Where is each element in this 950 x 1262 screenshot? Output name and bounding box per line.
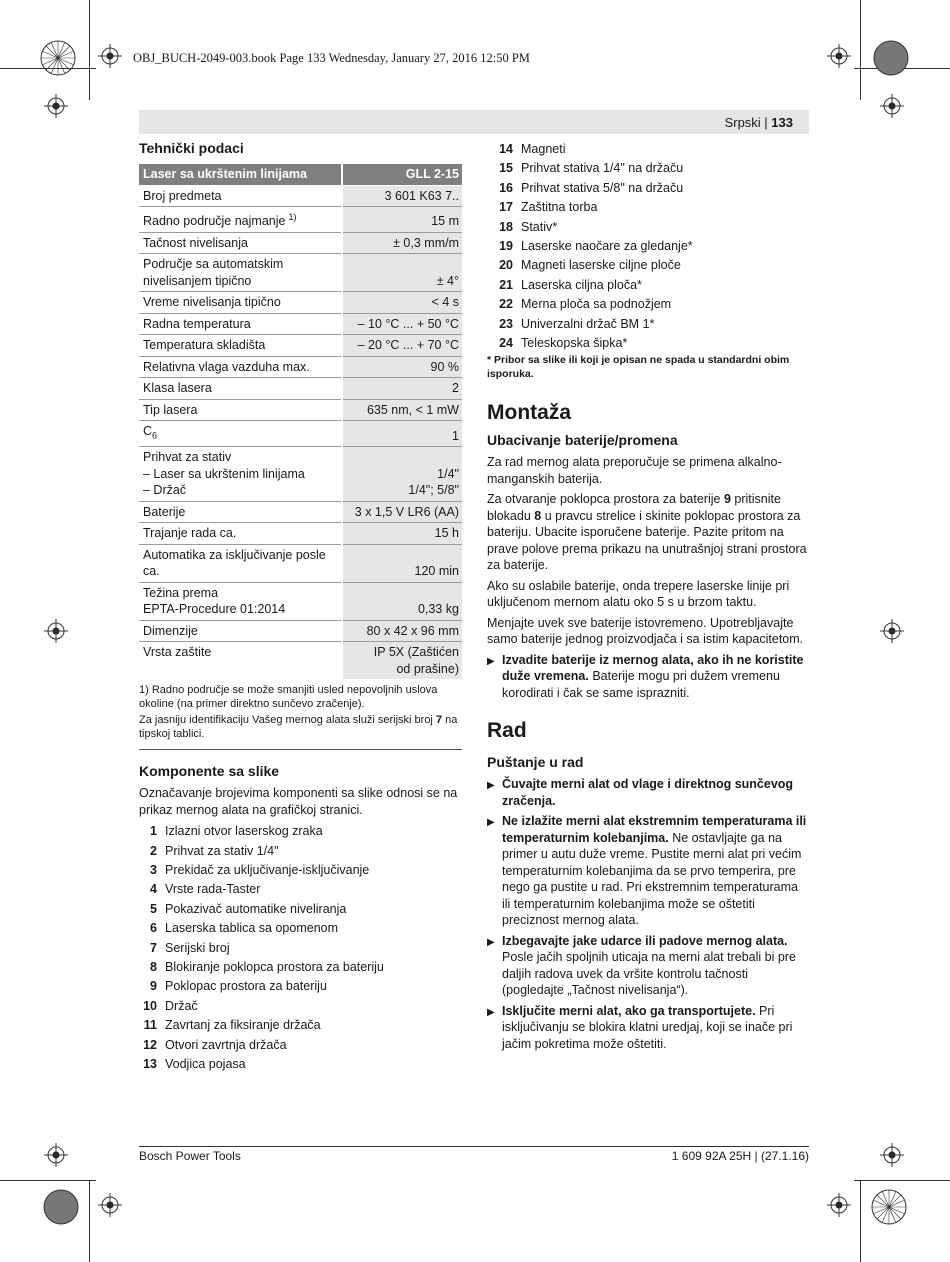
footer-left: Bosch Power Tools xyxy=(139,1149,241,1163)
bullet-text xyxy=(502,776,809,809)
battery-bullet xyxy=(487,652,809,702)
component-number: 20 xyxy=(499,258,513,273)
footer-rule xyxy=(139,1146,809,1147)
component-item xyxy=(487,295,809,314)
spec-value: 90 % xyxy=(342,356,462,378)
spec-row xyxy=(139,447,462,502)
component-label: Laserska tablica sa opomenom xyxy=(165,921,339,936)
component-item xyxy=(139,919,462,938)
page-header xyxy=(725,115,793,130)
spec-label-text: Klasa lasera xyxy=(143,381,212,396)
component-number: 24 xyxy=(499,336,513,351)
spec-label xyxy=(139,523,342,545)
spec-label-text: Tačnost nivelisanja xyxy=(143,235,248,250)
footnote-2 xyxy=(139,713,462,741)
spec-value: ± 4° xyxy=(342,254,462,292)
crop-mark xyxy=(860,1180,861,1262)
registration-dot-icon xyxy=(41,1187,81,1227)
spec-row xyxy=(139,356,462,378)
component-label: Merna ploča sa podnožjem xyxy=(521,297,672,312)
spec-value: IP 5X (Zaštićen od prašine) xyxy=(342,642,462,680)
bullet-bold: Čuvajte merni alat od vlage i direktnog sunčevog zračenja. xyxy=(502,777,794,808)
component-number: 13 xyxy=(143,1057,157,1072)
component-label: Poklopac prostora za bateriju xyxy=(165,979,327,994)
print-slug: OBJ_BUCH-2049-003.book Page 133 Wednesday, January 27, 2016 12:50 PM xyxy=(133,51,530,65)
component-label: Magneti laserske ciljne ploče xyxy=(521,258,681,273)
bullet-bold: Isključite merni alat, ako ga transportujete. xyxy=(502,1003,756,1018)
bullet-text xyxy=(502,933,809,999)
spec-label xyxy=(139,642,342,680)
component-number: 11 xyxy=(143,1018,157,1033)
component-number: 19 xyxy=(499,239,513,254)
component-label: Zavrtanj za fiksiranje držača xyxy=(165,1018,321,1033)
component-number: 14 xyxy=(499,142,513,156)
spec-label-text: Temperatura skladišta xyxy=(143,338,266,353)
component-label: Vodjica pojasa xyxy=(165,1057,246,1072)
divider xyxy=(139,749,462,750)
component-number: 9 xyxy=(150,979,157,994)
spec-label-text: Radno područje najmanje xyxy=(143,214,286,229)
component-label: Stativ* xyxy=(521,219,558,234)
crop-mark xyxy=(89,0,90,100)
registration-target-icon xyxy=(38,38,78,78)
component-number: 2 xyxy=(150,843,157,858)
crop-mark xyxy=(89,1180,90,1262)
component-number: 6 xyxy=(150,921,157,936)
components-title: Komponente sa slike xyxy=(139,763,280,780)
spec-row xyxy=(139,620,462,642)
rad-title: Rad xyxy=(487,719,527,743)
spec-label-text: Vreme nivelisanja tipično xyxy=(143,295,281,310)
bullet-body: Posle jačih spoljnih uticaja na merni alat trebali bi pre daljih radova uvek da vršite kontrolu tačnosti (pogledajte „Tačnost nivelisanja“). xyxy=(502,950,796,998)
rad-bullet-4 xyxy=(487,1003,809,1053)
spec-value: 80 x 42 x 96 mm xyxy=(342,620,462,642)
crop-mark xyxy=(0,1180,96,1181)
bullet-arrow-icon: ▶ xyxy=(487,936,495,948)
spec-row xyxy=(139,313,462,335)
crosshair-icon xyxy=(827,1193,851,1217)
battery-para-4: Menjajte uvek sve baterije istovremeno. Upotrebljavajte samo baterije jednog proizvodjača i sa istim kapacitetom. xyxy=(487,615,804,647)
component-number: 10 xyxy=(143,998,157,1013)
spec-row xyxy=(139,292,462,314)
component-label: Teleskopska šipka* xyxy=(521,336,628,351)
spec-label xyxy=(139,292,342,314)
header-separator: | xyxy=(760,115,772,130)
spec-label xyxy=(139,620,342,642)
spec-label xyxy=(139,335,342,357)
crosshair-icon xyxy=(880,619,904,643)
component-number: 15 xyxy=(499,161,513,176)
component-item xyxy=(139,880,462,899)
component-item xyxy=(487,276,809,295)
spec-value: ± 0,3 mm/m xyxy=(342,232,462,254)
battery-subtitle: Ubacivanje baterije/promena xyxy=(487,432,678,449)
crosshair-icon xyxy=(44,619,68,643)
spec-value: 2 xyxy=(342,378,462,400)
battery-para-1: Za rad mernog alata preporučuje se primena alkalno-manganskih baterija. xyxy=(487,455,782,486)
spec-label xyxy=(139,544,342,582)
ref-8: 8 xyxy=(534,508,542,523)
component-label: Laserska ciljna ploča* xyxy=(521,277,642,292)
spec-value: 15 m xyxy=(342,207,462,233)
component-number: 5 xyxy=(150,901,157,916)
spec-row xyxy=(139,523,462,545)
component-number: 21 xyxy=(499,277,513,292)
crosshair-icon xyxy=(44,1143,68,1167)
crosshair-icon xyxy=(880,1143,904,1167)
component-label: Univerzalni držač BM 1* xyxy=(521,316,655,331)
component-number: 16 xyxy=(499,180,513,195)
spec-value: 15 h xyxy=(342,523,462,545)
spec-label xyxy=(139,501,342,523)
spec-value: 1/4" 1/4"; 5/8" xyxy=(342,447,462,502)
right-column xyxy=(487,140,809,1056)
spec-value: 120 min xyxy=(342,544,462,582)
component-number: 18 xyxy=(499,219,513,234)
spec-row xyxy=(139,421,462,447)
header-bar xyxy=(139,110,809,134)
component-item xyxy=(487,237,809,256)
component-item xyxy=(487,334,809,353)
page-number: 133 xyxy=(771,115,793,130)
component-item xyxy=(487,198,809,217)
bullet-arrow-icon: ▶ xyxy=(487,817,495,829)
component-item xyxy=(487,140,809,159)
bullet-body: Ne ostavljajte ga na primer u autu duže vreme. Pustite merni alat pri većim temperaturnim kolebanjima da se prvo temperira, pre nego ga pustite u rad. Pri ekstremnim temperaturama ili temperaturnim kolebanjima može se oštetiti preciznost mernog alata. xyxy=(502,830,802,928)
spec-label xyxy=(139,232,342,254)
tech-data-title: Tehnički podaci xyxy=(139,140,244,156)
crosshair-icon xyxy=(44,94,68,118)
component-number: 3 xyxy=(150,862,157,877)
footnote-ref: 1) xyxy=(288,212,297,222)
startup-subtitle: Puštanje u rad xyxy=(487,754,584,771)
spec-label xyxy=(139,378,342,400)
header-language: Srpski xyxy=(724,115,761,130)
spec-row xyxy=(139,207,462,233)
bullet-text xyxy=(502,813,809,929)
components-intro: Označavanje brojevima komponenti sa slike odnosi se na prikaz mernog alata na grafičkoj stranici. xyxy=(139,786,458,817)
battery-para-2 xyxy=(487,491,809,574)
component-item xyxy=(487,315,809,334)
left-column xyxy=(139,140,462,1074)
component-label: Laserske naočare za gledanje* xyxy=(521,239,693,254)
component-item xyxy=(139,900,462,919)
spec-value: – 10 °C ... + 50 °C xyxy=(342,313,462,335)
crosshair-icon xyxy=(98,44,122,68)
spec-label xyxy=(139,185,342,207)
footnote-1: 1) Radno područje se može smanjiti usled nepovoljnih uslova okoline (na primer direktno sunčevo zračenje). xyxy=(139,684,438,711)
spec-row xyxy=(139,378,462,400)
component-item xyxy=(487,218,809,237)
battery-para-3: Ako su oslabile baterije, onda trepere laserske linije pri uključenom mernom alatu oko 5 s u brzom taktu. xyxy=(487,578,790,610)
spec-row xyxy=(139,399,462,421)
component-label: Serijski broj xyxy=(165,940,230,955)
footnote-2-text: Za jasniju identifikaciju Vašeg mernog alata služi serijski broj xyxy=(139,714,436,727)
spec-label xyxy=(139,399,342,421)
component-item xyxy=(487,159,809,178)
component-label: Vrste rada-Taster xyxy=(165,882,261,897)
component-number: 12 xyxy=(143,1037,157,1052)
component-label: Prihvat za stativ 1/4" xyxy=(165,843,279,858)
component-number: 7 xyxy=(150,940,157,955)
spec-label-text: Težina prema EPTA-Procedure 01:2014 xyxy=(143,585,286,617)
bullet-body: Baterije mogu pri dužem vremenu korodirati i čak se same isprazniti. xyxy=(502,669,780,700)
component-label: Pokazivač automatike niveliranja xyxy=(165,901,347,916)
spec-header-value: GLL 2-15 xyxy=(342,164,462,185)
spec-label-text: Dimenzije xyxy=(143,623,198,638)
bullet-arrow-icon: ▶ xyxy=(487,655,495,667)
spec-label xyxy=(139,356,342,378)
footer-right: 1 609 92A 25H | (27.1.16) xyxy=(671,1149,809,1163)
component-number: 8 xyxy=(150,960,157,974)
spec-label-text: Relativna vlaga vazduha max. xyxy=(143,359,310,374)
spec-label xyxy=(139,447,342,502)
spec-label xyxy=(139,254,342,292)
registration-target-icon xyxy=(869,1187,909,1227)
spec-label-text: Tip lasera xyxy=(143,402,198,417)
component-number: 22 xyxy=(499,297,513,312)
spec-label-text: Vrsta zaštite xyxy=(143,645,212,660)
ref-9: 9 xyxy=(723,492,731,507)
bullet-body: Pri isključivanju se blokira klatni uredjaj, koji se inače pri jačim pokretima može oštetiti. xyxy=(502,1003,793,1051)
component-item xyxy=(139,1036,462,1055)
spec-value: – 20 °C ... + 70 °C xyxy=(342,335,462,357)
bullet-arrow-icon: ▶ xyxy=(487,780,495,792)
bullet-text xyxy=(502,1003,809,1053)
footnote-2-ref: 7 xyxy=(435,714,443,727)
spec-label-text: Radna temperatura xyxy=(143,316,251,331)
spec-label-text: Broj predmeta xyxy=(143,188,222,203)
spec-row xyxy=(139,335,462,357)
component-label: Blokiranje poklopca prostora za bateriju xyxy=(165,960,384,974)
component-item xyxy=(139,1016,462,1035)
component-label: Zaštitna torba xyxy=(521,200,598,215)
rad-bullet-1 xyxy=(487,776,809,809)
spec-value: 0,33 kg xyxy=(342,582,462,620)
spec-row xyxy=(139,185,462,207)
component-number: 4 xyxy=(150,882,157,897)
component-item xyxy=(139,939,462,958)
spec-label xyxy=(139,582,342,620)
crosshair-icon xyxy=(98,1193,122,1217)
spec-label xyxy=(139,207,342,233)
component-label: Magneti xyxy=(521,142,566,156)
spec-label-text: Baterije xyxy=(143,504,186,519)
component-item xyxy=(487,179,809,198)
component-item xyxy=(139,977,462,996)
spec-value: 3 601 K63 7.. xyxy=(342,185,462,207)
bullet-bold: Ne izlažite merni alat ekstremnim temperaturama ili temperaturnim kolebanjima. xyxy=(502,814,807,845)
bullet-bold: Izvadite baterije iz mernog alata, ako ih ne koristite duže vremena. xyxy=(502,652,804,684)
spec-row xyxy=(139,232,462,254)
battery-para-2-text: u pravcu strelice i skinite poklopac prostora za bateriju. Ubacite isporučene baterije. Pazite pritom na prave polove prema prikazu na unutrašnjoj strani prostora za baterije. xyxy=(487,508,807,573)
spec-row xyxy=(139,544,462,582)
component-item xyxy=(139,842,462,861)
footnote-2-text-end: na tipskoj tablici. xyxy=(139,714,458,741)
spec-row xyxy=(139,501,462,523)
spec-row xyxy=(139,254,462,292)
component-label: Prihvat stativa 5/8" na držaču xyxy=(521,180,684,195)
spec-label-text: Područje sa automatskim nivelisanjem tipično xyxy=(143,257,284,288)
rad-bullet-3 xyxy=(487,933,809,999)
spec-label-text: Automatika za isključivanje posle ca. xyxy=(143,547,326,579)
registration-dot-icon xyxy=(871,38,911,78)
spec-label-text: Trajanje rada ca. xyxy=(143,526,237,541)
crop-mark xyxy=(854,1180,950,1181)
accessory-note: * Pribor sa slike ili koji je opisan ne spada u standardni obim isporuka. xyxy=(487,354,790,381)
component-item xyxy=(487,256,809,275)
component-label: Držač xyxy=(165,998,198,1013)
montaza-title: Montaža xyxy=(487,401,571,425)
battery-para-2-text: Za otvaranje poklopca prostora za baterije xyxy=(487,492,724,507)
crop-mark xyxy=(860,0,861,100)
battery-para-2-text: pritisnite blokadu xyxy=(487,492,781,523)
component-label: Izlazni otvor laserskog zraka xyxy=(165,824,323,839)
bullet-arrow-icon: ▶ xyxy=(487,1006,495,1018)
component-item xyxy=(139,958,462,977)
component-number: 17 xyxy=(499,200,513,215)
spec-value: 1 xyxy=(342,421,462,447)
spec-table-header xyxy=(139,164,462,185)
component-label: Otvori zavrtnja držača xyxy=(165,1037,287,1052)
spec-value: 635 nm, < 1 mW xyxy=(342,399,462,421)
spec-row xyxy=(139,642,462,680)
spec-label: $C_6$ xyxy=(139,421,342,447)
spec-value: < 4 s xyxy=(342,292,462,314)
component-list-left xyxy=(139,822,462,1074)
component-item xyxy=(139,997,462,1016)
spec-table xyxy=(139,164,462,680)
component-item xyxy=(139,1055,462,1074)
rad-bullet-2 xyxy=(487,813,809,929)
spec-value: 3 x 1,5 V LR6 (AA) xyxy=(342,501,462,523)
component-label: Prihvat stativa 1/4" na držaču xyxy=(521,161,684,176)
spec-label xyxy=(139,313,342,335)
component-item xyxy=(139,822,462,841)
component-item xyxy=(139,861,462,880)
spec-label-text: Prihvat za stativ – Laser sa ukrštenim linijama – Držač xyxy=(143,450,305,498)
component-label: Prekidač za uključivanje-isključivanje xyxy=(165,862,370,877)
crosshair-icon xyxy=(880,94,904,118)
bullet-text xyxy=(502,652,809,702)
spec-row xyxy=(139,582,462,620)
component-number: 1 xyxy=(150,824,157,839)
crosshair-icon xyxy=(827,44,851,68)
spec-header-label: Laser sa ukrštenim linijama xyxy=(139,164,342,185)
component-number: 23 xyxy=(499,316,513,331)
bullet-bold: Izbegavajte jake udarce ili padove mernog alata. xyxy=(502,933,788,948)
component-list-right xyxy=(487,140,809,353)
